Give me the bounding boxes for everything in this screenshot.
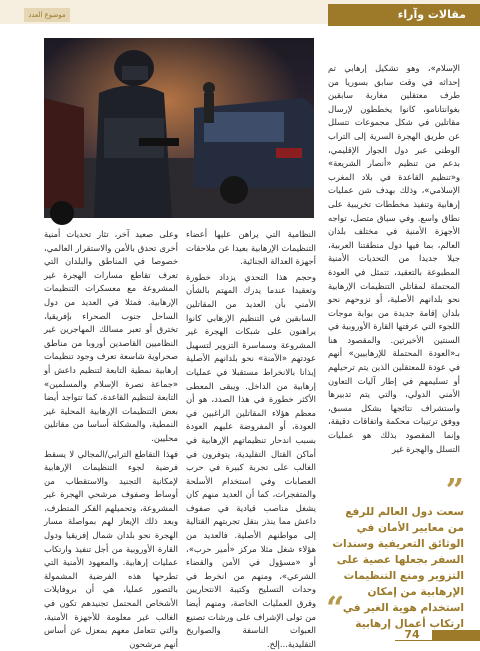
paragraph: وحجم هذا التحدي يزداد خطورة وتعقيدا عندما يدرك المهتم بالشأن الأمني بأن العديد من المقاتلين السابقين في التنظيم الإرهابي كانوا يراهنون على شبكات الهجرة غير المشروعة وسماسرة التزوير لتسهيل عودتهم «الآمنة» نحو بلدانهم الأصلية إيذانا بالانخراط مستقبلا في عمليات إرهابية من الداخل. ويبقى المعطى الأكثر خطورة في هذا الصدد، هو أن معظم هؤلاء المقاتلين الراغبين في العودة، أو المفروضة عليهم العودة بسبب اندحار تنظيماتهم الإرهابية في أماكن القتال التقليدية، يتوفرون في الغالب على تجربة كبيرة في حرب العصابات وفي استخدام الأسلحة والمتفجرات، كما أن العديد منهم كان يشغل مناصب قيادية في صفوف داعش مما ينذر بنقل تجربتهم القتالية إلى مواطنهم الأصلية. فالعديد من هؤلاء شغل مثلا مركز «أمير حرب»، أو «مسؤول في الأمن والقضاء الشرعي»، ومنهم من انخرط في وحدات التسليح وكتيبة الانتحاريين وفرق العمليات الخاصة، ومنهم أيضا من تولى الإشراف على ورشات تصنيع العبوات الناسفة والصواريخ التقليدية...إلخ. [186,271,316,651]
paragraph: الإسلام»، وهو تشكيل إرهابي تم إحداثه في وقت سابق بسوريا من طرف معتقلين مغاربة سابقين بغوانتانامو، كانوا يخططون لإرسال مقاتلين في شكل مجموعات تتسلل عن طريق الهجرة السرية إلى التراب الوطني عبر دول الجوار الإقليمي، بدعم من تنظيم «أنصار الشريعة» و«تنظيم القاعدة في بلاد المغرب الإسلامي»، وذلك بهدف شن عمليات إرهابية وتنفيذ مخططات تخريبية على نطاق واسع. وفي سياق متصل، تواجه الأجهزة الأمنية في مختلف بلدان العالم، بما فيها دول منطقتنا العربية، جيلا جديدا من التحديات الأمنية المطبوعة بالتعقيد، تتمثل في العودة المحتملة لمقاتلي التنظيمات الإرهابية نحو بلدانهم الأصلية، أو نزوحهم نحو بلدان إقامة جديدة من بوابة موجات اللجوء التي عرفتها القارة الأوروبية في السنتين الأخيرتين. والمقصود هنا بـ«العودة المحتملة للإرهابيين» أنهم في عودة للمعتقلين الذين يتم ترحيلهم أو تسليمهم في إطار آليات التعاون الأمني الدولي، والتي يتم تدبيرها واستشراف نتائجها بشكل مسبق، ووفق ترتيبات محكمة واتفاقات دقيقة، وإنما المقصود بذلك هو عمليات التسلل والهجرة غير [328,62,460,456]
paragraph: فهذا التقاطع الترابي/المجالي لا يسقط فرضية لجوء التنظيمات الإرهابية لإمكانية التجنيد والاستقطاب من أوساط وصفوف مرشحي الهجرة غير المشروعة، وتحميلهم الفكر المتطرف، وبعد ذلك الإيعاز لهم بمواصلة مسار الهجرة نحو بلدان شمال إفريقيا ودول القارة الأوروبية من أجل تنفيذ وارتكاب عمليات إرهابية. والمعهود الأمنية التي تطرحها هذه الفرضية المشمولة بالتصور عمليا، هي أن بروفايلات الأشخاص المحتمل تجنيدهم تكون في الغالب غير معلومة للأجهزة الأمنية، والتي تتعامل معهم بمعزل عن أساس أنهم مرشحون [44,448,178,651]
section-title: مقالات وآراء [328,4,480,26]
police-officer-photo-icon [44,38,314,218]
article-column-left [44,228,178,628]
pull-quote-text: سعت دول العالم للرفع من معايير الأمان في الوثائق التعريفية وسندات السفر بجعلها عصية على التزوير ومنع التنظيمات الإرهابية من إمكان استخدام هوية الغير في ارتكاب أعمال إرهابية [326,504,464,632]
page-number: 74 [398,628,426,642]
article-column-middle [186,228,316,628]
open-quote-icon: ” [446,474,464,506]
pull-quote [326,474,464,624]
article-column-right [328,62,460,462]
close-quote-icon: “ [326,592,344,624]
page-accent-bar [432,630,480,640]
article-photo [44,38,314,218]
paragraph: وعلى صعيد آخر، تثار تحديات أمنية أخرى تحدق بالأمن والاستقرار العالمي، خصوصا في المناطق والبلدان التي تعرف تقاطع مسارات الهجرة غير المشروعة مع معسكرات التنظيمات الإرهابية. فمثلا في العديد من دول الساحل جنوب الصحراء بإفريقيا، تخترق أو تعبر مسالك المهاجرين غير النظاميين القاصدين أوروبا من مناطق صحراوية شاسعة تعرف وجود تنظيمات إرهابية نمطية التابعة لتنظيم داعش أو «جماعة نصرة الإسلام والمسلمين» التابعة لتنظيم القاعدة، كما تتواجد أيضا بعض التنظيمات الإرهابية المحلية غير النمطية، والمشكلة أساسا من مقاتلين محليين. [44,228,178,446]
issue-label: موضوع العدد [24,8,70,22]
paragraph: النظامية التي يراهن عليها أعضاء التنظيمات الإرهابية بعيدا عن ملاحقات أجهزة العدالة الجنائية. [186,228,316,269]
